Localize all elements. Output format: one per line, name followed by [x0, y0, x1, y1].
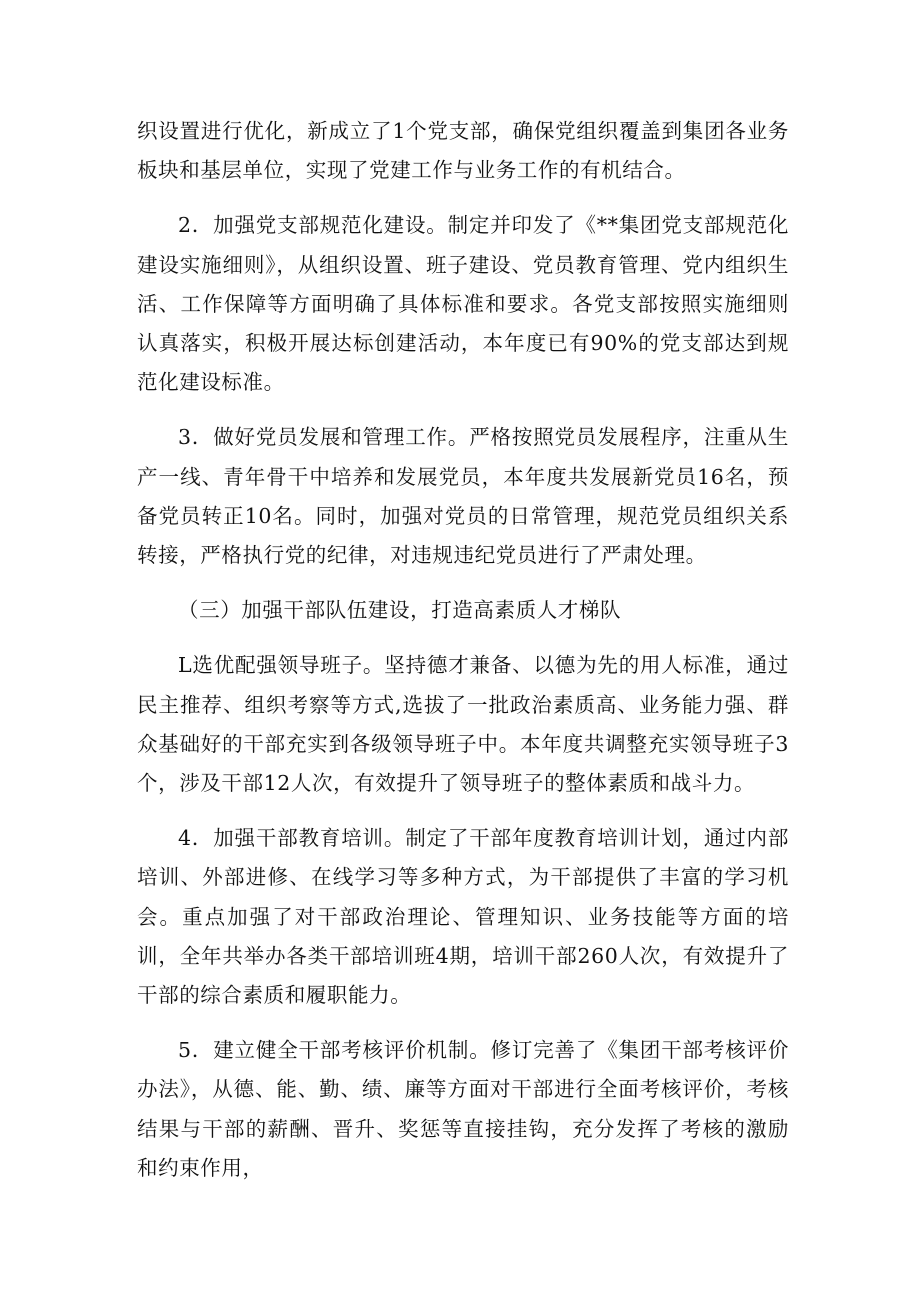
section-heading: （三）加强干部队伍建设，打造高素质人才梯队: [178, 598, 622, 623]
paragraph-item-2: 2．加强党支部规范化建设。制定并印发了《**集团党支部规范化建设实施细则》，从组织设置、班子建设、党员教育管理、党内组织生活、工作保障等方面明确了具体标准和要求。各党支部按照实施细则认真落实，积极开展达标创建活动，本年度已有90%的党支部达到规范化建设标准。: [137, 213, 789, 395]
paragraph-continuation: 织设置进行优化，新成立了1个党支部，确保党组织覆盖到集团各业务板块和基层单位，实现了党建工作与业务工作的有机结合。: [137, 119, 789, 183]
paragraph-item-1: L选优配强领导班子。坚持德才兼备、以德为先的用人标准，通过民主推荐、组织考察等方式,选拔了一批政治素质高、业务能力强、群众基础好的干部充实到各级领导班子中。本年度共调整充实领导班子3个，涉及干部12人次，有效提升了领导班子的整体素质和战斗力。: [137, 653, 789, 796]
paragraph-item-5: 5．建立健全干部考核评价机制。修订完善了《集团干部考核评价办法》，从德、能、勤、绩、廉等方面对干部进行全面考核评价，考核结果与干部的薪酬、晋升、奖惩等直接挂钩，充分发挥了考核的激励和约束作用，: [137, 1038, 789, 1180]
paragraph-item-4: 4．加强干部教育培训。制定了干部年度教育培训计划，通过内部培训、外部进修、在线学习等多种方式，为干部提供了丰富的学习机会。重点加强了对干部政治理论、管理知识、业务技能等方面的培训，全年共举办各类干部培训班4期，培训干部260人次，有效提升了干部的综合素质和履职能力。: [137, 826, 789, 1008]
document-body: [137, 112, 789, 1204]
paragraph-item-3: 3．做好党员发展和管理工作。严格按照党员发展程序，注重从生产一线、青年骨干中培养和发展党员，本年度共发展新党员16名，预备党员转正10名。同时，加强对党员的日常管理，规范党员组织关系转接，严格执行党的纪律，对违规违纪党员进行了严肃处理。: [137, 425, 789, 568]
